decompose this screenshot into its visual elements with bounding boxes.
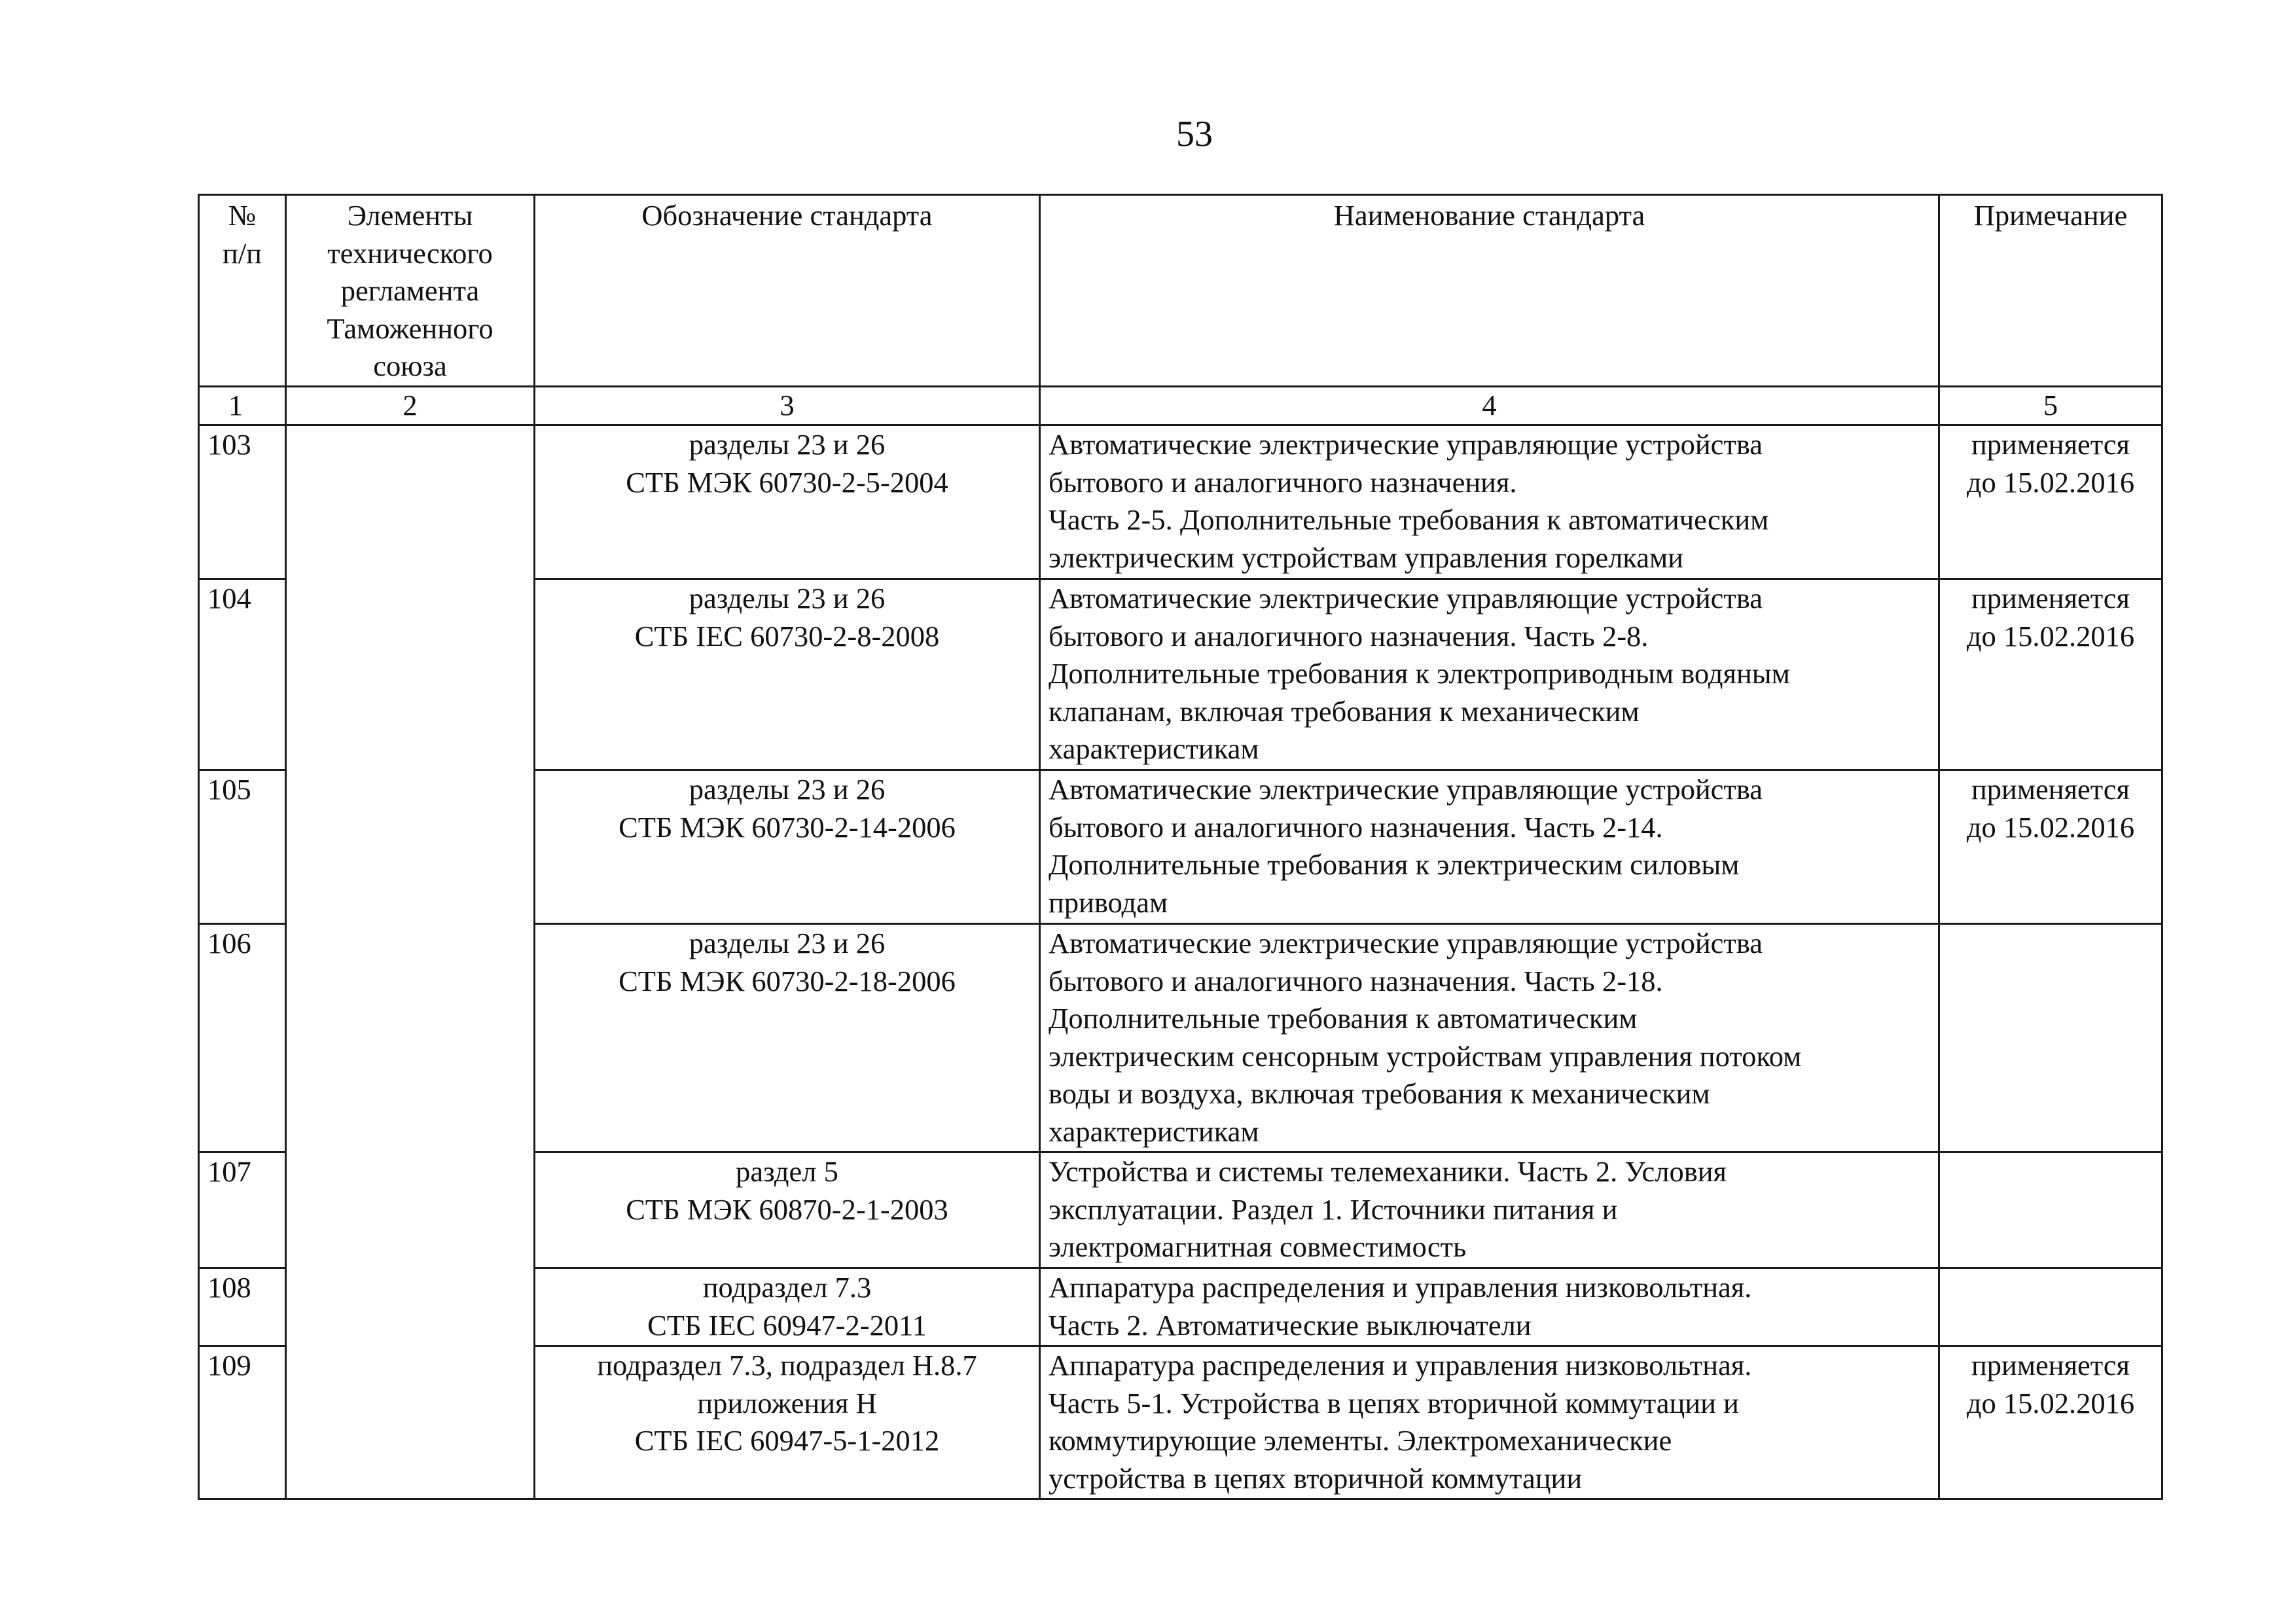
designation-cell	[535, 770, 1040, 924]
name-line: бытового и аналогичного назначения.	[1049, 465, 1517, 499]
designation-cell	[535, 425, 1040, 579]
name-line: Автоматические электрические управляющие устройства	[1049, 582, 1763, 615]
designation-line: СТБ МЭК 60730-2-5-2004	[626, 465, 948, 499]
header-cell-name	[1040, 195, 1939, 387]
page-number: 53	[1176, 114, 1213, 154]
name-line: Дополнительные требования к автоматическим	[1049, 1002, 1638, 1035]
row-number: 106	[199, 924, 286, 1152]
name-line: электрическим устройствам управления горелками	[1049, 541, 1683, 574]
header-line: Наименование стандарта	[1333, 199, 1645, 232]
row-number: 109	[199, 1346, 286, 1499]
designation-line: разделы 23 и 26	[689, 428, 886, 461]
name-cell	[1040, 1152, 1939, 1268]
name-line: Аппаратура распределения и управления низковольтная.	[1049, 1349, 1752, 1382]
note-line: применяется	[1971, 1349, 2130, 1382]
header-cell-elements	[286, 195, 535, 387]
column-number: 3	[535, 387, 1040, 425]
header-line: Примечание	[1973, 199, 2128, 232]
designation-line: подраздел 7.3	[702, 1271, 872, 1304]
designation-cell	[535, 924, 1040, 1152]
header-line: Элементы	[347, 199, 473, 232]
note-line: до 15.02.2016	[1966, 619, 2135, 652]
column-number: 4	[1040, 387, 1939, 425]
name-line: электрическим сенсорным устройствам управления потоком	[1049, 1039, 1802, 1073]
row-number: 104	[199, 579, 286, 770]
designation-line: СТБ IEC 60947-5-1-2012	[634, 1424, 940, 1457]
note-line: до 15.02.2016	[1966, 1386, 2135, 1419]
row-number: 103	[199, 425, 286, 579]
designation-cell	[535, 1268, 1040, 1346]
name-line: Часть 5-1. Устройства в цепях вторичной коммутации и	[1049, 1386, 1739, 1419]
header-cell-number	[199, 195, 286, 387]
name-cell	[1040, 1346, 1939, 1499]
note-line: применяется	[1971, 582, 2130, 615]
name-line: Автоматические электрические управляющие устройства	[1049, 773, 1763, 806]
name-line: Автоматические электрические управляющие устройства	[1049, 428, 1763, 461]
header-row	[199, 195, 2162, 387]
designation-line: СТБ МЭК 60870-2-1-2003	[626, 1192, 948, 1226]
name-cell	[1040, 425, 1939, 579]
name-cell	[1040, 579, 1939, 770]
note-cell	[1939, 1152, 2162, 1268]
name-line: Дополнительные требования к электроприводным водяным	[1049, 657, 1790, 690]
designation-line: СТБ IEC 60947-2-2011	[647, 1308, 927, 1342]
header-line: союза	[373, 349, 447, 382]
header-line: Таможенного	[327, 312, 493, 345]
name-line: приводам	[1049, 885, 1168, 919]
elements-cell	[286, 425, 535, 1499]
note-line: применяется	[1971, 773, 2130, 806]
name-line: бытового и аналогичного назначения. Часть 2-8.	[1049, 619, 1649, 652]
header-cell-designation	[535, 195, 1040, 387]
designation-line: СТБ МЭК 60730-2-18-2006	[619, 964, 956, 997]
name-cell	[1040, 770, 1939, 924]
name-line: бытового и аналогичного назначения. Часть 2-18.	[1049, 964, 1663, 997]
name-line: Аппаратура распределения и управления низковольтная.	[1049, 1271, 1752, 1304]
name-line: электромагнитная совместимость	[1049, 1230, 1467, 1263]
designation-line: разделы 23 и 26	[689, 927, 886, 959]
designation-line: приложения Н	[697, 1386, 877, 1419]
designation-line: подраздел 7.3, подраздел Н.8.7	[597, 1349, 977, 1382]
designation-cell	[535, 1346, 1040, 1499]
column-number: 5	[1939, 387, 2162, 425]
name-line: характеристикам	[1049, 1115, 1259, 1148]
column-number: 2	[286, 387, 535, 425]
designation-cell	[535, 1152, 1040, 1268]
name-line: воды и воздуха, включая требования к механическим	[1049, 1077, 1710, 1110]
note-cell	[1939, 770, 2162, 924]
name-line: бытового и аналогичного назначения. Часть 2-14.	[1049, 810, 1663, 844]
header-line: №	[228, 199, 257, 232]
designation-line: разделы 23 и 26	[689, 773, 886, 806]
table-row	[199, 425, 2162, 579]
note-line: до 15.02.2016	[1966, 465, 2135, 499]
designation-cell	[535, 579, 1040, 770]
note-cell	[1939, 1268, 2162, 1346]
note-cell	[1939, 924, 2162, 1152]
designation-line: разделы 23 и 26	[689, 582, 886, 615]
row-number: 107	[199, 1152, 286, 1268]
note-line: до 15.02.2016	[1966, 810, 2135, 844]
name-line: Часть 2-5. Дополнительные требования к автоматическим	[1049, 503, 1769, 536]
designation-line: СТБ IEC 60730-2-8-2008	[634, 619, 940, 652]
name-cell	[1040, 924, 1939, 1152]
row-number: 105	[199, 770, 286, 924]
designation-line: раздел 5	[736, 1155, 838, 1188]
name-line: характеристикам	[1049, 732, 1259, 765]
name-line: Автоматические электрические управляющие устройства	[1049, 927, 1763, 959]
name-line: коммутирующие элементы. Электромеханические	[1049, 1424, 1672, 1457]
name-cell	[1040, 1268, 1939, 1346]
column-number-row	[199, 387, 2162, 425]
column-number: 1	[199, 387, 286, 425]
header-line: технического	[327, 236, 493, 270]
header-line: п/п	[223, 236, 262, 270]
name-line: Дополнительные требования к электрическим силовым	[1049, 848, 1740, 881]
name-line: клапанам, включая требования к механическим	[1049, 694, 1640, 728]
note-cell	[1939, 579, 2162, 770]
note-cell	[1939, 1346, 2162, 1499]
note-cell	[1939, 425, 2162, 579]
designation-line: СТБ МЭК 60730-2-14-2006	[619, 810, 956, 844]
name-line: эксплуатации. Раздел 1. Источники питания и	[1049, 1192, 1618, 1226]
standards-table	[198, 194, 2163, 1500]
header-line: регламента	[340, 274, 480, 307]
note-line: применяется	[1971, 428, 2130, 461]
name-line: устройства в цепях вторичной коммутации	[1049, 1461, 1583, 1495]
name-line: Устройства и системы телемеханики. Часть 2. Условия	[1049, 1155, 1727, 1188]
header-cell-note	[1939, 195, 2162, 387]
header-line: Обозначение стандарта	[641, 199, 933, 232]
row-number: 108	[199, 1268, 286, 1346]
name-line: Часть 2. Автоматические выключатели	[1049, 1308, 1532, 1342]
